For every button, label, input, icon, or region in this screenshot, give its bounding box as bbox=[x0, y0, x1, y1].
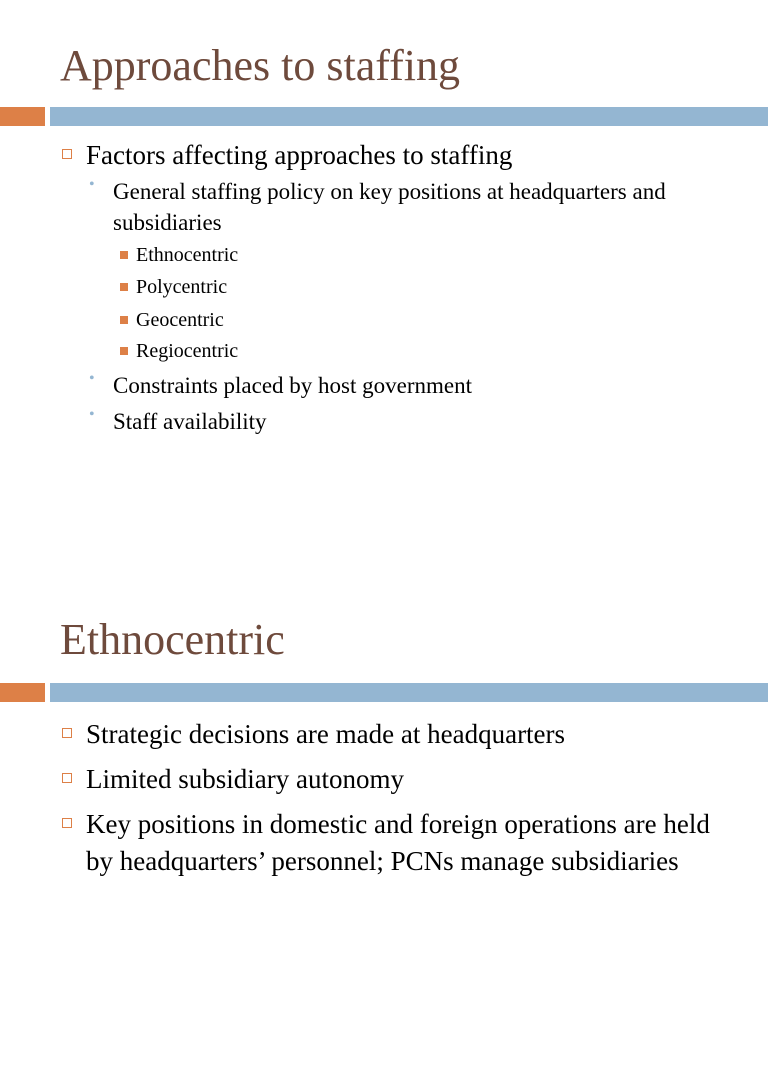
policy-item-regiocentric bbox=[136, 338, 696, 364]
sub-bullet-text: General staffing policy on key positions at headquarters and subsidiaries bbox=[113, 179, 666, 235]
bullet-main-point bbox=[86, 137, 746, 174]
sub-bullet-staff-availability bbox=[89, 406, 733, 437]
hollow-square-bullet-icon bbox=[62, 149, 72, 159]
policy-item-text: Regiocentric bbox=[136, 340, 239, 362]
dot-bullet-icon: • bbox=[89, 370, 95, 387]
bullet-limited-autonomy bbox=[86, 761, 746, 798]
title-bar-main bbox=[50, 683, 768, 702]
title-bar-main bbox=[50, 107, 768, 126]
slide-approaches-to-staffing bbox=[0, 0, 768, 512]
sub-bullet-host-government bbox=[89, 370, 733, 401]
hollow-square-bullet-icon bbox=[62, 728, 72, 738]
bullet-text: Factors affecting approaches to staffing bbox=[86, 140, 513, 170]
slide-title: Approaches to staffing bbox=[60, 41, 460, 90]
bullet-text: Limited subsidiary autonomy bbox=[86, 764, 404, 794]
filled-square-bullet-icon bbox=[120, 347, 128, 355]
dot-bullet-icon: • bbox=[89, 406, 95, 423]
title-underline-bar bbox=[0, 107, 768, 126]
title-bar-accent bbox=[0, 683, 45, 702]
title-bar-accent bbox=[0, 107, 45, 126]
bullet-text: Key positions in domestic and foreign operations are held by headquarters’ personnel; PCNs manage subsidiaries bbox=[86, 809, 710, 876]
slide-title: Ethnocentric bbox=[60, 615, 285, 664]
sub-bullet-text: Constraints placed by host government bbox=[113, 373, 472, 398]
policy-item-text: Polycentric bbox=[136, 276, 228, 298]
filled-square-bullet-icon bbox=[120, 316, 128, 324]
bullet-key-positions bbox=[86, 806, 736, 880]
filled-square-bullet-icon bbox=[120, 251, 128, 259]
policy-item-text: Ethnocentric bbox=[136, 244, 239, 266]
slide-ethnocentric bbox=[0, 576, 768, 1088]
dot-bullet-icon: • bbox=[89, 176, 95, 193]
hollow-square-bullet-icon bbox=[62, 773, 72, 783]
sub-bullet-text: Staff availability bbox=[113, 409, 267, 434]
bullet-strategic-decisions bbox=[86, 716, 746, 753]
sub-bullet-staffing-policy bbox=[89, 176, 733, 238]
policy-item-ethnocentric bbox=[136, 242, 696, 268]
filled-square-bullet-icon bbox=[120, 283, 128, 291]
policy-item-text: Geocentric bbox=[136, 309, 224, 331]
policy-item-geocentric bbox=[136, 307, 696, 333]
policy-item-polycentric bbox=[136, 274, 696, 300]
title-underline-bar bbox=[0, 683, 768, 702]
bullet-text: Strategic decisions are made at headquarters bbox=[86, 719, 566, 749]
hollow-square-bullet-icon bbox=[62, 818, 72, 828]
